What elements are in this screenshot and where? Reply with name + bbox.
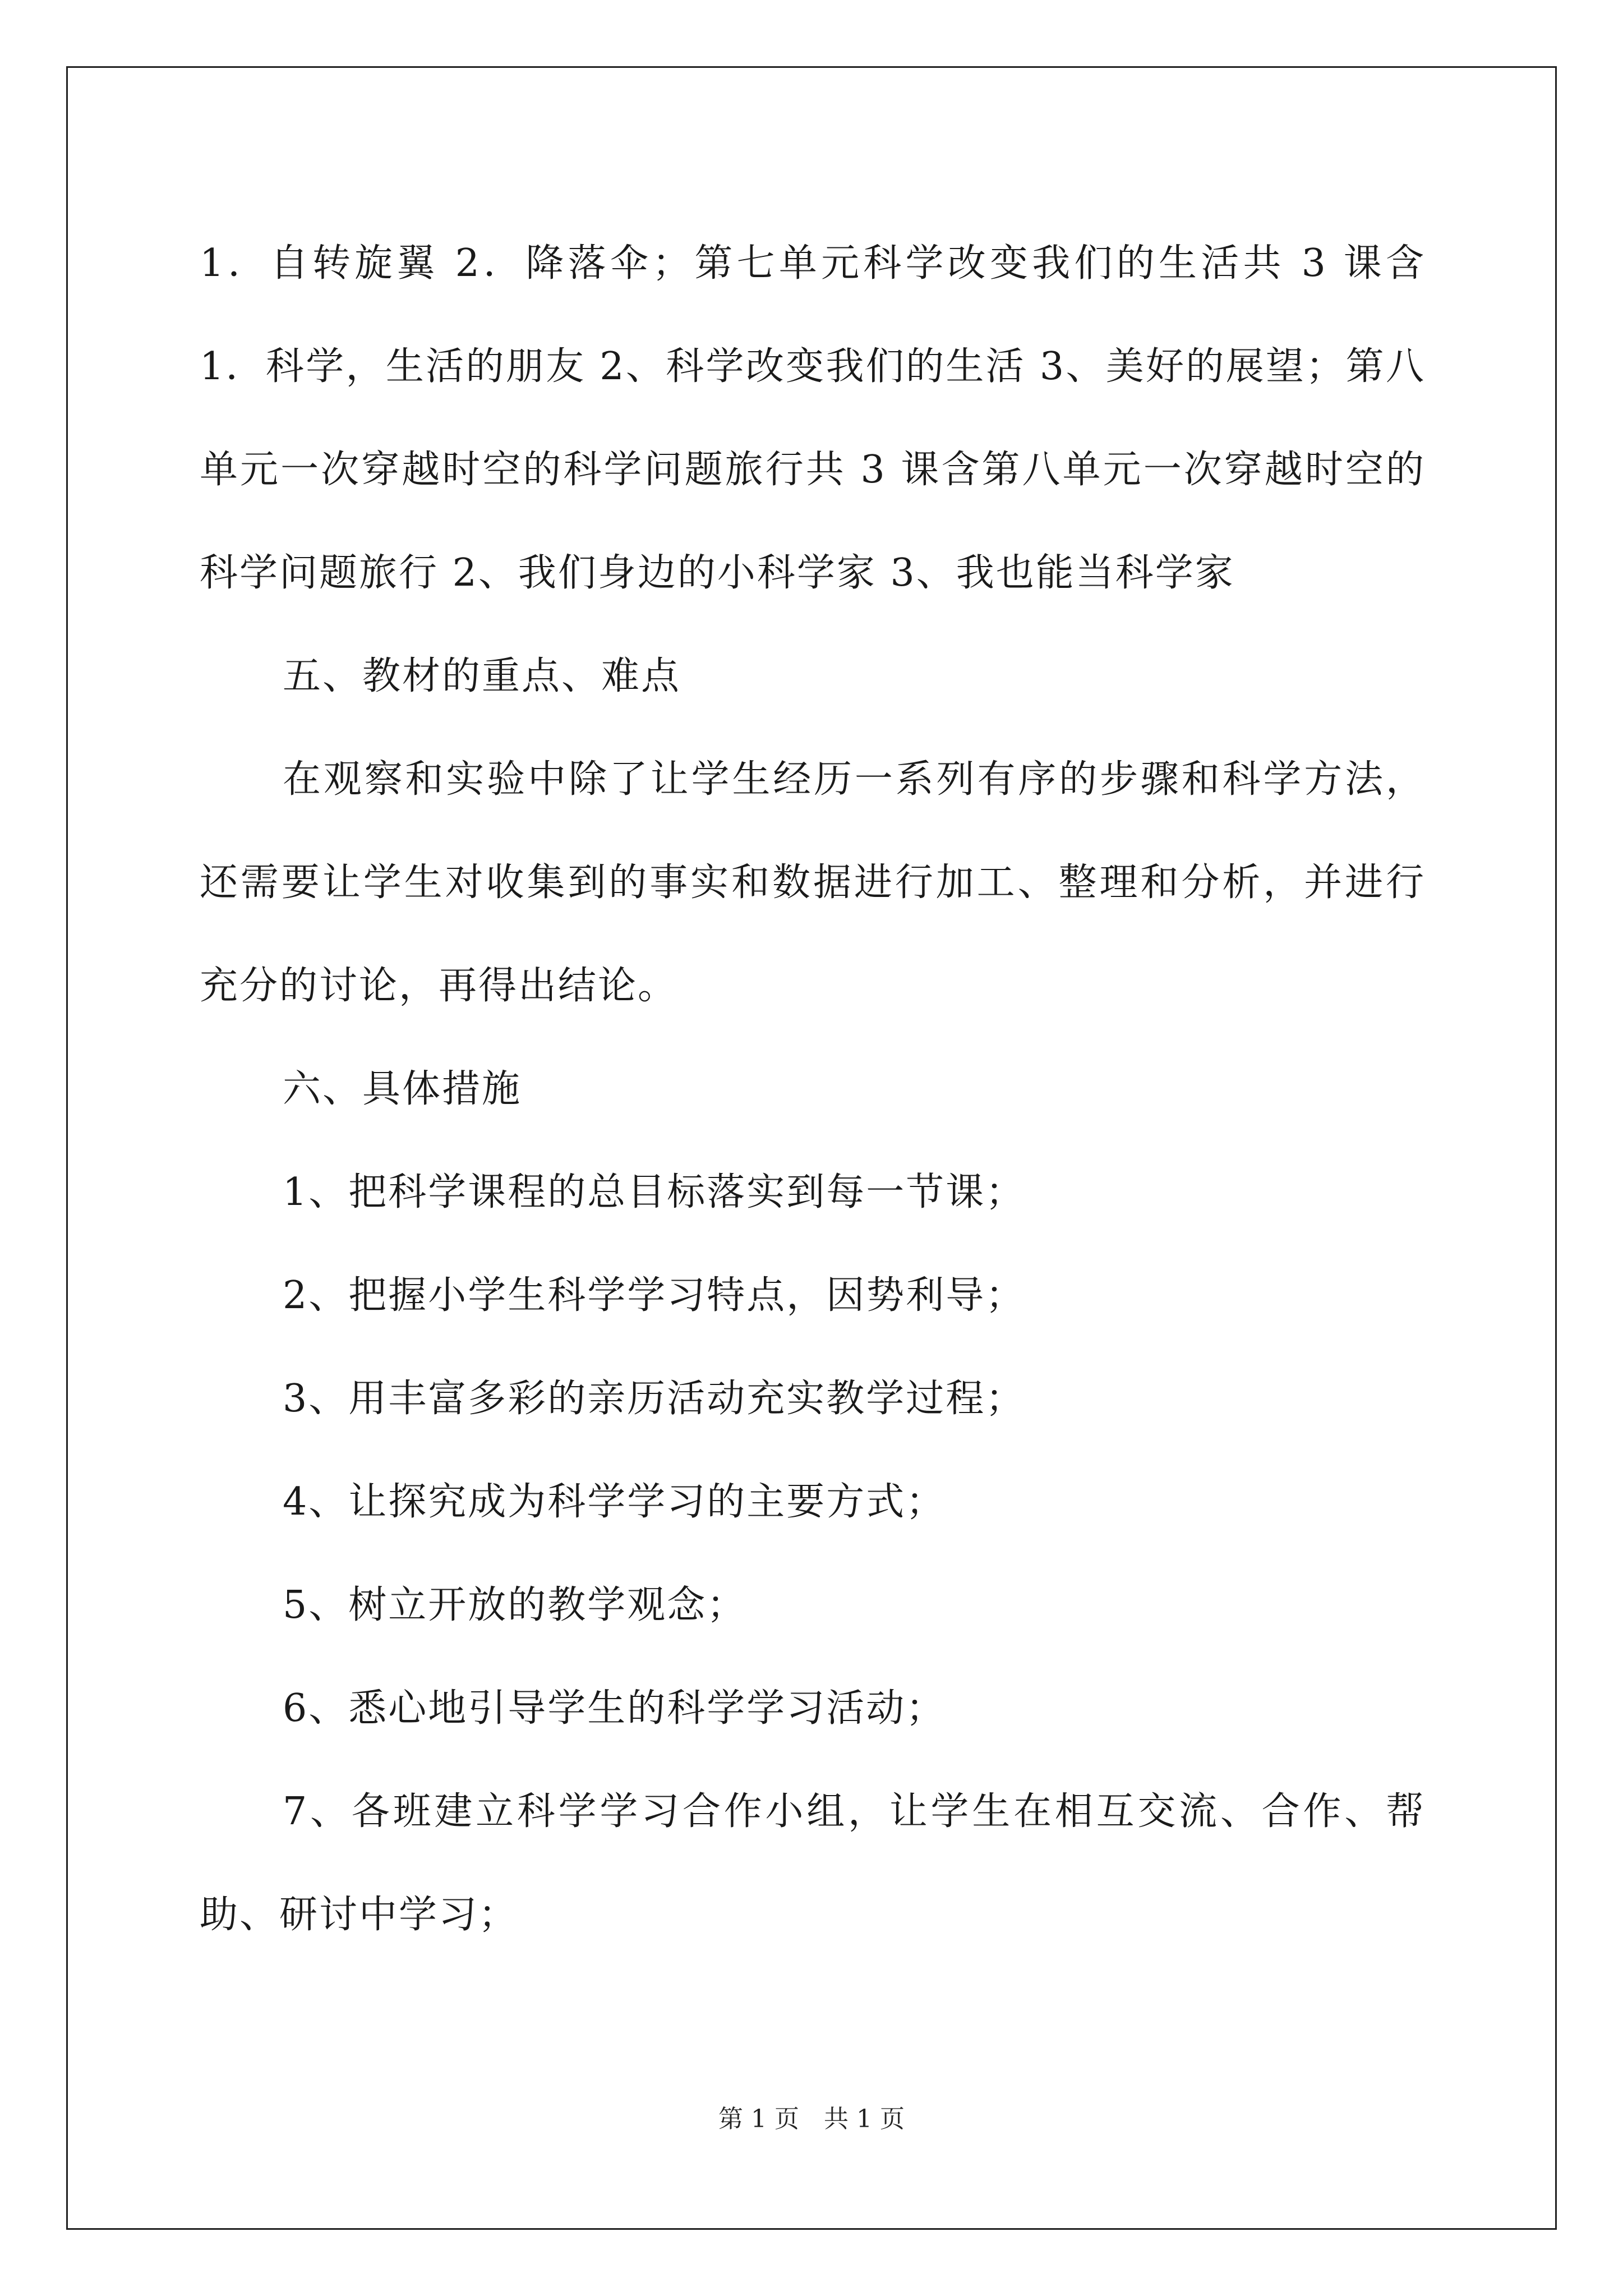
measure-item-3: 3、用丰富多彩的亲历活动充实教学过程； (283, 1377, 1026, 1421)
measure-item-7: 7、各班建立科学学习合作小组，让学生在相互交流、合作、帮助、研讨中学习； (200, 1789, 1426, 1937)
measure-item-4: 4、让探究成为科学学习的主要方式； (283, 1480, 946, 1524)
paragraph-key-points: 在观察和实验中除了让学生经历一系列有序的步骤和科学方法，还需要让学生对收集到的事实和数据进行加工、整理和分析，并进行充分的讨论，再得出结论。 (200, 757, 1426, 1008)
paragraph-unit-list: 1．自转旋翼 2．降落伞；第七单元科学改变我们的生活共 3 课含 1．科学，生活的朋友 2、科学改变我们的生活 3、美好的展望；第八单元一次穿越时空的科学问题旅行共 3 课含第八单元一次穿越时空的科学问题旅行 2、我们身边的小科学家 3、我也能当科学家 (200, 241, 1426, 595)
document-body (200, 212, 1426, 1967)
heading-measures: 六、具体措施 (283, 1067, 522, 1111)
heading-key-points: 五、教材的重点、难点 (283, 654, 681, 698)
measure-item-5: 5、树立开放的教学观念； (283, 1583, 747, 1627)
measure-item-1: 1、把科学课程的总目标落实到每一节课； (283, 1170, 1026, 1214)
page-number-footer: 第 1 页 共 1 页 (718, 2105, 905, 2133)
measure-item-2: 2、把握小学生科学学习特点，因势利导； (283, 1273, 1026, 1318)
measure-item-6: 6、悉心地引导学生的科学学习活动； (283, 1686, 946, 1731)
